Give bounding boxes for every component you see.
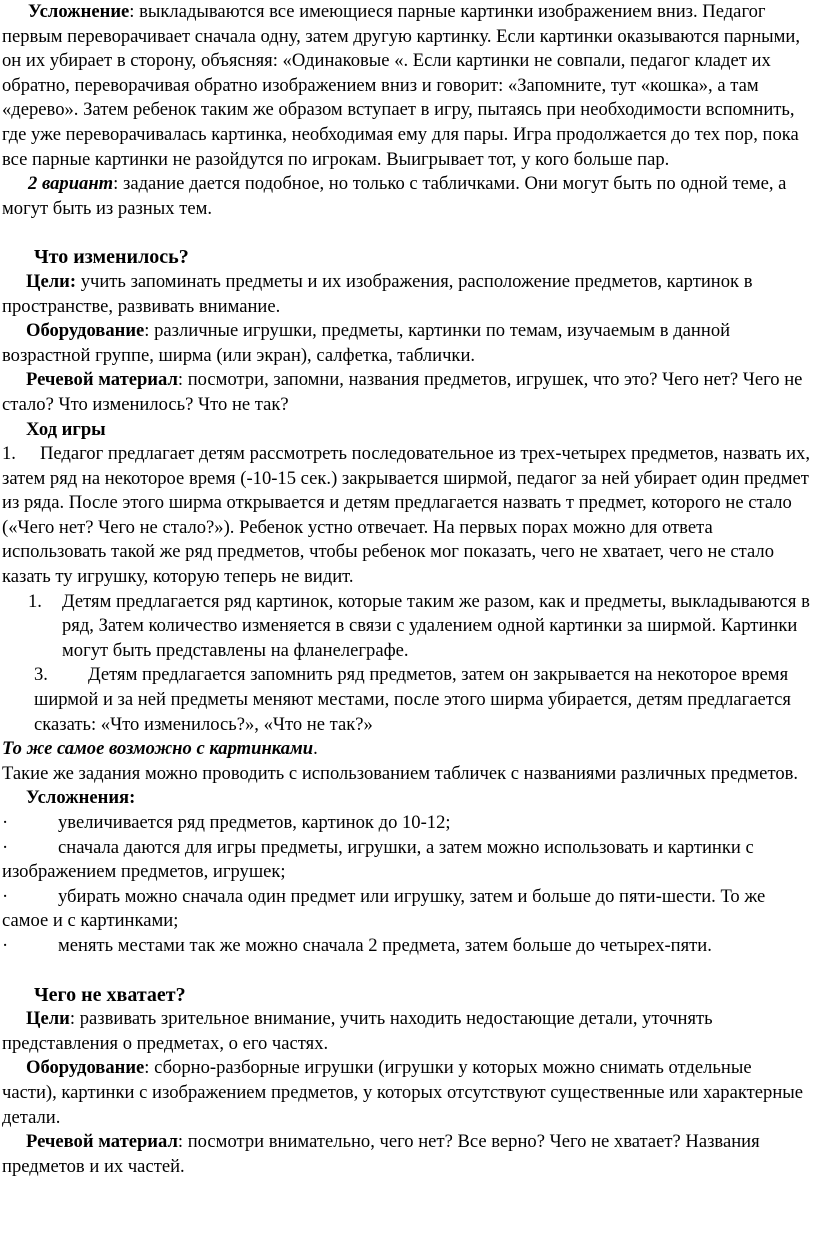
complication-paragraph [2,0,810,172]
variant-paragraph [2,172,810,221]
step-1-text: Педагог предлагает детям рассмотреть последовательное из трех-четырех предметов, назвать их, затем ряд на некоторое время (-10-15 сек.) закрывается ширмой, педагог за ней убирает один предмет из ряда. После этого ширма открывается и детям предлагается назвать т предмет, которого не стало («Чего нет? Чего не стало?»). Ребенок устно отвечает. На первых порах можно для ответа использовать такой же ряд предметов, чтобы ребенок мог показать, чего не хватает, чего не стало казать ту игрушку, которую теперь не видит. [2,443,811,588]
spacer [2,959,810,983]
equipment-text: : различные игрушки, предметы, картинки по темам, изучаемым в данной возрастной группе, ширма (или экран), салфетка, таблички. [2,320,731,366]
bullet-dot: · [2,885,9,907]
step-2-text: Детям предлагается ряд картинок, которые таким же разом, как и предметы, выкладываются в ряд, Затем количество изменяется в связи с удалением одной картинки за ширмой. Картинки могут быть представлены на фланелеграфе. [62,590,810,661]
step-2-number: 1. [28,590,42,612]
goals-text: : развивать зрительное внимание, учить находить недостающие детали, уточнять представления о предметах, о его частях. [2,1008,713,1054]
same-pictures-text: То же самое возможно с картинками [2,738,314,760]
variant-label: 2 вариант [28,173,114,195]
complication-label: Усложнение [28,1,130,22]
complication-text: : выкладываются все имеющиеся парные картинки изображением вниз. Педагог первым переворачивает сначала одну, затем другую картинку. Если картинки оказываются парными, он их убирает в сторону, объясняя: «Одинаковые «. Если картинки не совпали, педагог кладет их обратно, переворачивая обратно изображением вниз и говорит: «Запомните, тут «кошка», а там «дерево». Затем ребенок таким же образом вступает в игру, пытаясь при необходимости вспомнить, где уже переворачивалась картинка, необходимая ему для пары. Игра продолжается до тех пор, пока все парные картинки не разойдутся по игрокам. Выигрывает тот, у кого больше пар. [2,1,801,170]
speech-label: Речевой материал [26,369,178,391]
speech-paragraph [2,1130,810,1179]
complications-heading: Усложнения: [26,787,136,809]
tables-paragraph: Такие же задания можно проводить с использованием табличек с названиями различных предметов. [2,762,799,784]
bullet-item [2,934,810,959]
equipment-text: : сборно-разборные игрушки (игрушки у которых можно снимать отдельные части), картинки с изображением предметов, у которых отсутствуют существенные или характерные детали. [2,1057,804,1128]
step-2-item [2,590,810,664]
goals-label: Цели: [26,270,77,292]
section-title-what-missing: Чего не хватает? [34,983,186,1006]
equipment-label: Оборудование [26,320,145,342]
speech-text: : посмотри внимательно, чего нет? Все верно? Чего не хватает? Названия предметов и их частей. [2,1131,760,1177]
section-title-what-changed: Что изменилось? [34,246,189,269]
speech-paragraph [2,368,810,417]
step-3-text: Детям предлагается запомнить ряд предметов, затем он закрывается на некоторое время ширмой и за ней предметы меняют местами, после этого ширма убирается, детям предлагается сказать: «Что изменилось?», «Что не так?» [34,664,791,735]
goals-label: Цели [26,1008,70,1030]
spacer [2,221,810,245]
step-1-number: 1. [2,443,16,465]
step-1-paragraph [2,442,810,590]
goals-paragraph [2,270,810,319]
bullet-text: убирать можно сначала один предмет или игрушку, затем и больше до пяти-шести. То же самое и с картинками; [2,885,766,932]
bullet-text: сначала даются для игры предметы, игрушки, а затем можно использовать и картинки с изображением предметов, игрушек; [2,836,754,883]
speech-text: : посмотри, запомни, названия предметов, игрушек, что это? Чего нет? Чего не стало? Что изменилось? Что не так? [2,369,803,415]
equipment-label: Оборудование [26,1057,145,1079]
step-3-paragraph [2,663,810,737]
same-pictures-dot: . [313,738,318,760]
bullet-item [2,811,810,836]
bullet-dot: · [2,812,9,833]
speech-label: Речевой материал [26,1131,178,1153]
step-3-number: 3. [34,664,48,686]
bullet-dot: · [2,836,9,858]
bullet-text: увеличивается ряд предметов, картинок до 10-12; [58,812,451,833]
bullet-item [2,885,810,934]
goals-text: учить запоминать предметы и их изображения, расположение предметов, картинок в пространстве, развивать внимание. [2,270,753,317]
variant-text: : задание дается подобное, но только с табличками. Они могут быть по одной теме, а могут быть из разных тем. [2,173,787,219]
bullet-dot: · [2,934,9,956]
equipment-paragraph [2,319,810,368]
goals-paragraph [2,1007,810,1056]
equipment-paragraph [2,1056,810,1130]
same-pictures-line [2,737,810,762]
bullet-item [2,836,810,885]
course-heading: Ход игры [26,418,106,440]
bullet-text: менять местами так же можно сначала 2 предмета, затем больше до четырех-пяти. [58,934,712,956]
